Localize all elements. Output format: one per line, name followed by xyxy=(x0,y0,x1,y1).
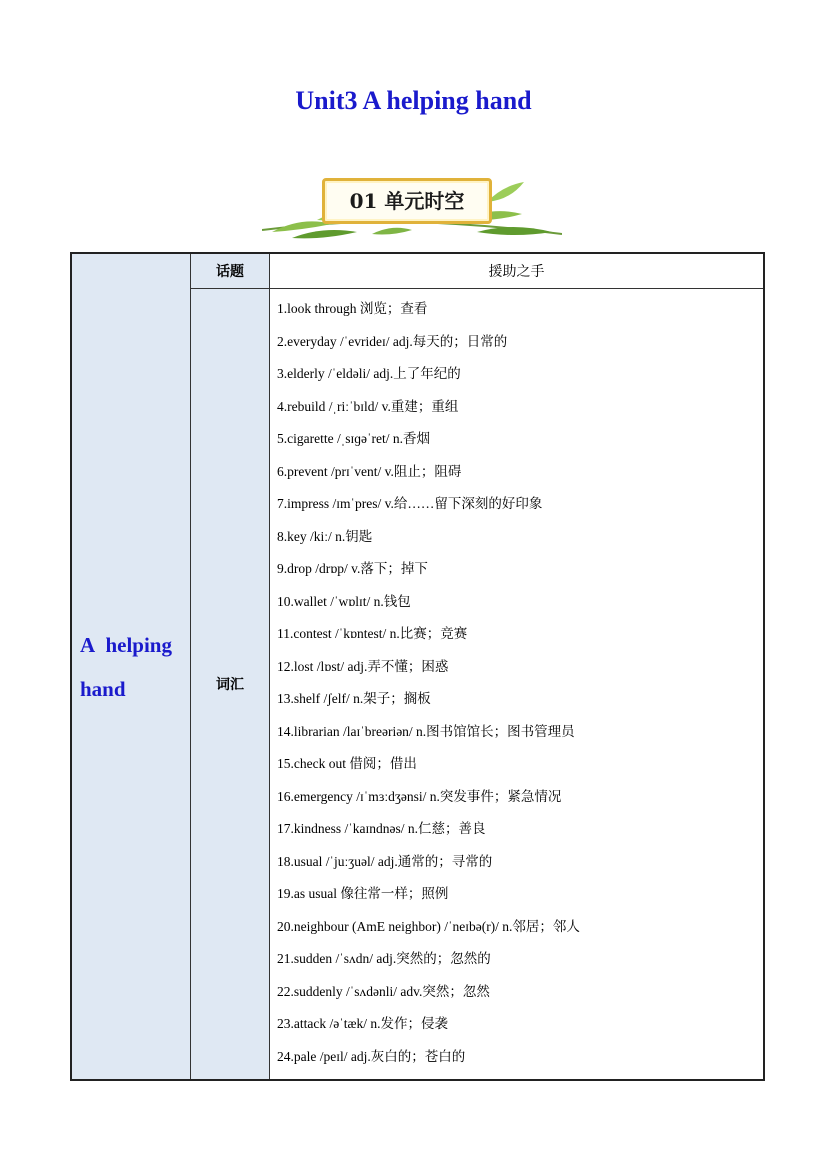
vocab-item: 14.librarian /laɪˈbreəriən/ n.图书馆馆长；图书管理员 xyxy=(277,723,575,739)
vocab-item: 23.attack /əˈtæk/ n.发作；侵袭 xyxy=(277,1016,448,1031)
vocab-item: 19.as usual 像往常一样；照例 xyxy=(277,886,449,901)
vocab-item: 4.rebuild /ˌriːˈbɪld/ v.重建；重组 xyxy=(277,398,459,414)
vocab-item: 20.neighbour (AmE neighbor) /ˈneɪbə(r)/ n.邻居；邻人 xyxy=(277,918,580,934)
vocab-item: 9.drop /drɒp/ v.落下；掉下 xyxy=(277,561,428,576)
table-row xyxy=(71,253,764,289)
topic-line-1: A helping xyxy=(80,632,172,657)
vocab-list xyxy=(270,289,765,1081)
vocab-item: 5.cigarette /ˌsɪɡəˈret/ n.香烟 xyxy=(277,431,430,446)
vocab-item: 2.everyday /ˈevrideɪ/ adj.每天的；日常的 xyxy=(277,333,508,349)
badge-text: 01 单元时空 xyxy=(349,189,465,213)
vocab-item: 17.kindness /ˈkaɪndnəs/ n.仁慈；善良 xyxy=(277,821,486,836)
topic-label: 话题 xyxy=(191,253,270,289)
vocab-item: 16.emergency /ɪˈmɜːdʒənsi/ n.突发事件；紧急情况 xyxy=(277,788,562,804)
topic-cell xyxy=(71,253,191,1080)
section-badge xyxy=(262,172,562,244)
vocab-item: 8.key /kiː/ n.钥匙 xyxy=(277,528,373,544)
page-title: Unit3 A helping hand xyxy=(295,86,532,115)
vocab-item: 12.lost /lɒst/ adj.弄不懂；困惑 xyxy=(277,658,449,674)
topic-line-2: hand xyxy=(80,676,126,701)
vocab-item: 11.contest /ˈkɒntest/ n.比赛；竞赛 xyxy=(277,626,468,641)
vocab-item: 24.pale /peɪl/ adj.灰白的；苍白的 xyxy=(277,1048,466,1064)
vocab-item: 6.prevent /prɪˈvent/ v.阻止；阻碍 xyxy=(277,463,462,479)
vocab-item: 1.look through 浏览；查看 xyxy=(277,301,428,316)
badge-frame xyxy=(322,178,492,224)
topic-value: 援助之手 xyxy=(270,253,765,289)
vocab-item: 7.impress /ɪmˈpres/ v.给……留下深刻的好印象 xyxy=(277,496,543,511)
vocab-item: 18.usual /ˈjuːʒuəl/ adj.通常的；寻常的 xyxy=(277,853,493,869)
vocab-item: 22.suddenly /ˈsʌdənli/ adv.突然；忽然 xyxy=(277,983,490,999)
vocab-item: 3.elderly /ˈeldəli/ adj.上了年纪的 xyxy=(277,366,461,381)
vocab-label: 词汇 xyxy=(191,289,270,1081)
unit-overview-table xyxy=(70,252,765,1081)
vocab-item: 13.shelf /ʃelf/ n.架子；搁板 xyxy=(277,691,431,706)
vocab-item: 10.wallet /ˈwɒlɪt/ n.钱包 xyxy=(277,593,411,609)
vocab-item: 15.check out 借阅；借出 xyxy=(277,756,417,771)
vocab-item: 21.sudden /ˈsʌdn/ adj.突然的；忽然的 xyxy=(277,951,491,966)
